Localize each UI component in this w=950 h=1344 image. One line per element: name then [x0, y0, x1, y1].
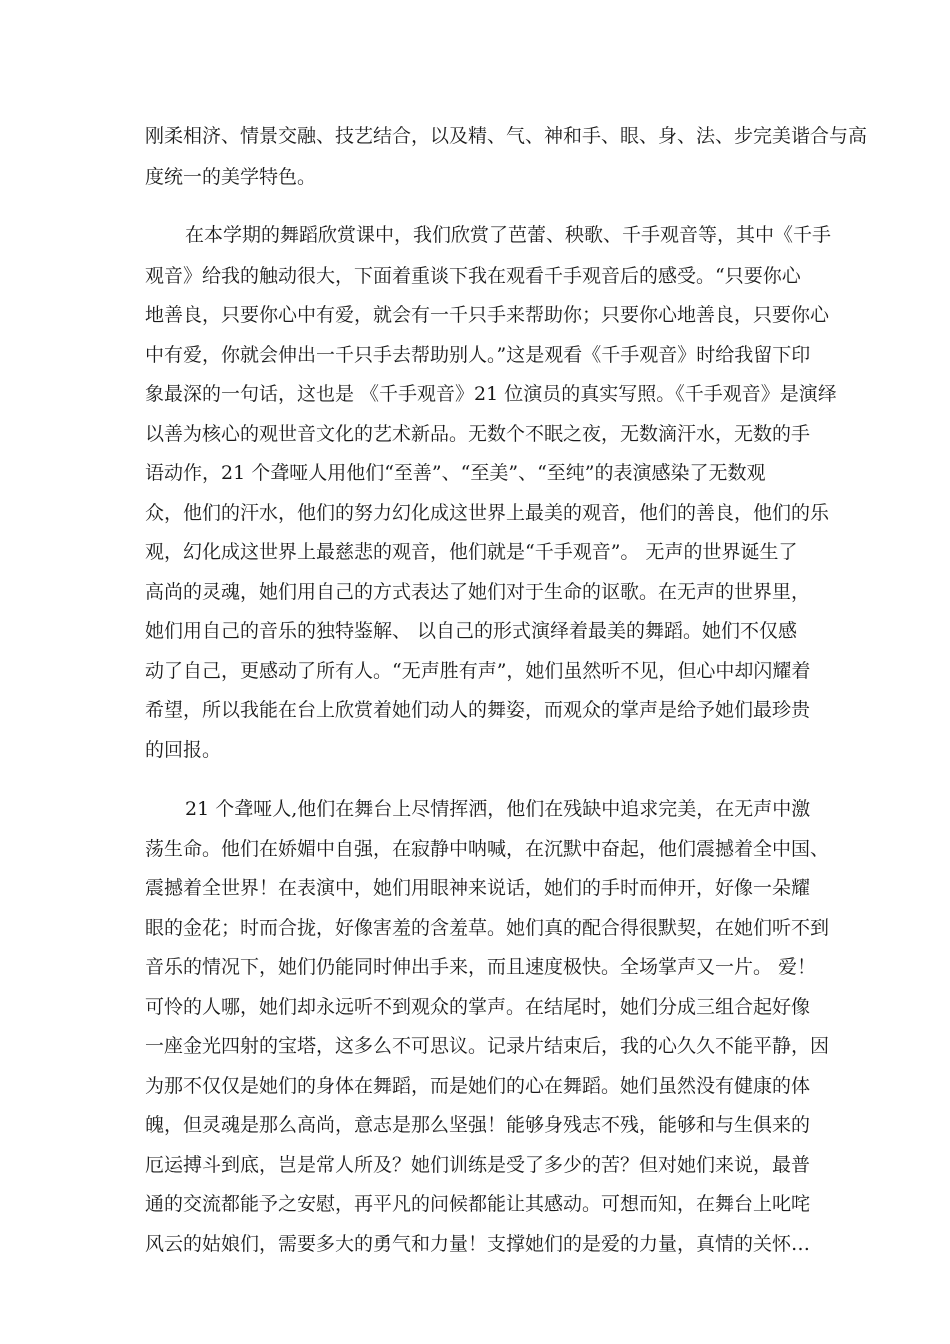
text-line: 为那不仅仅是她们的身体在舞蹈，而是她们的心在舞蹈。她们虽然没有健康的体 — [145, 1075, 811, 1097]
text-line: 语动作，21 个聋哑人用他们“至善”、“至美”、“至纯”的表演感染了无数观 — [145, 462, 766, 484]
text-line: 眼的金花；时而合拢，好像害羞的含羞草。她们真的配合得很默契，在她们听不到 — [145, 917, 830, 939]
text-line: 21 个聋哑人,他们在舞台上尽情挥洒，他们在残缺中追求完美，在无声中激 — [185, 798, 811, 820]
text-line: 音乐的情况下，她们仍能同时伸出手来，而且速度极快。全场掌声又一片。 爱！ — [145, 956, 817, 978]
text-line: 象最深的一句话，这也是 《千手观音》21 位演员的真实写照。《千手观音》是演绎 — [145, 383, 837, 405]
text-line: 度统一的美学特色。 — [145, 166, 317, 188]
text-line: 高尚的灵魂，她们用自己的方式表达了她们对于生命的讴歌。在无声的世界里， — [145, 581, 811, 603]
text-line: 观音》给我的触动很大，下面着重谈下我在观看千手观音后的感受。“只要你心 — [145, 265, 801, 287]
text-line: 厄运搏斗到底，岂是常人所及？她们训练是受了多少的苦？但对她们来说，最普 — [145, 1154, 811, 1176]
text-line: 中有爱，你就会伸出一千只手去帮助别人。”这是观看《千手观音》时给我留下印 — [145, 344, 811, 366]
text-line: 动了自己，更感动了所有人。“无声胜有声”，她们虽然听不见，但心中却闪耀着 — [145, 660, 811, 682]
text-line: 通的交流都能予之安慰，再平凡的问候都能让其感动。可想而知，在舞台上叱咤 — [145, 1193, 811, 1215]
text-line: 一座金光四射的宝塔，这多么不可思议。记录片结束后，我的心久久不能平静，因 — [145, 1035, 830, 1057]
text-line: 可怜的人哪，她们却永远听不到观众的掌声。在结尾时，她们分成三组合起好像 — [145, 996, 811, 1018]
text-line: 希望，所以我能在台上欣赏着她们动人的舞姿，而观众的掌声是给予她们最珍贵 — [145, 699, 811, 721]
text-line: 观，幻化成这世界上最慈悲的观音，他们就是“千手观音”。 无声的世界诞生了 — [145, 541, 798, 563]
text-line: 刚柔相济、情景交融、技艺结合，以及精、气、神和手、眼、身、法、步完美谐合与高 — [145, 125, 868, 147]
text-line: 的回报。 — [145, 739, 222, 761]
text-line: 魄，但灵魂是那么高尚，意志是那么坚强！能够身残志不残，能够和与生俱来的 — [145, 1114, 811, 1136]
text-line: 以善为核心的观世音文化的艺术新品。无数个不眠之夜，无数滴汗水，无数的手 — [145, 423, 811, 445]
text-line: 在本学期的舞蹈欣赏课中，我们欣赏了芭蕾、秧歌、千手观音等，其中《千手 — [185, 224, 832, 246]
text-line: 众，他们的汗水，他们的努力幻化成这世界上最美的观音，他们的善良，他们的乐 — [145, 502, 830, 524]
text-line: 地善良，只要你心中有爱，就会有一千只手来帮助你；只要你心地善良，只要你心 — [145, 304, 830, 326]
text-line: 震撼着全世界！在表演中，她们用眼神来说话，她们的手时而伸开，好像一朵耀 — [145, 877, 811, 899]
text-line: 风云的姑娘们，需要多大的勇气和力量！支撑她们的是爱的力量，真情的关怀… — [145, 1233, 811, 1255]
text-line: 她们用自己的音乐的独特鉴解、 以自己的形式演绎着最美的舞蹈。她们不仅感 — [145, 620, 798, 642]
text-line: 荡生命。他们在娇媚中自强，在寂静中呐喊，在沉默中奋起，他们震撼着全中国、 — [145, 838, 830, 860]
